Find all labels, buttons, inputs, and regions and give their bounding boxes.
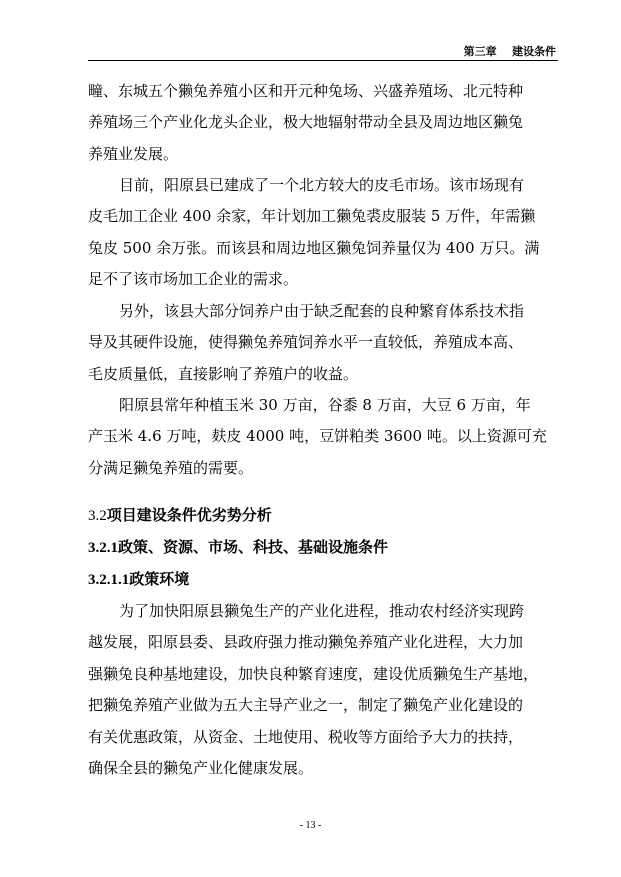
text-line: 强獭兔良种基地建设，加快良种繁育速度，建设优质獭兔生产基地， [88, 664, 539, 683]
text-line: 为了加快阳原县獭兔生产的产业化进程，推动农村经济实现跨 [119, 602, 525, 620]
heading-3-2 [88, 504, 272, 525]
heading-number: 3.2 [88, 508, 107, 524]
paragraph-policy [88, 596, 558, 784]
paragraph-breeding [88, 296, 558, 390]
page-header [88, 40, 558, 61]
text-line: 养殖业发展。 [88, 144, 179, 163]
paragraph-resources [88, 390, 558, 484]
text-line: 导及其硬件设施，使得獭兔养殖饲养水平一直较低，养殖成本高、 [88, 333, 524, 352]
heading-text: 政策环境 [129, 570, 190, 588]
heading-text: 政策、资源、市场、科技、基础设施条件 [118, 538, 389, 556]
text-line: 疃、东城五个獭兔养殖小区和开元种兔场、兴盛养殖场、北元特种 [88, 82, 524, 100]
page-number: - 13 - [299, 820, 322, 831]
text-line: 把獭兔养殖产业做为五大主导产业之一，制定了獭兔产业化建设的 [88, 696, 524, 715]
paragraph-continuation [88, 76, 558, 170]
heading-text: 项目建设条件优劣势分析 [106, 506, 272, 524]
text-line: 毛皮质量低，直接影响了养殖户的收益。 [88, 364, 359, 383]
text-line: 皮毛加工企业 400 余家，年计划加工獭兔裘皮服装 5 万件，年需獭 [88, 207, 536, 226]
text-line: 足不了该市场加工企业的需求。 [88, 270, 299, 289]
text-line: 兔皮 500 余万张。而该县和周边地区獭兔饲养量仅为 400 万只。满 [88, 238, 540, 257]
text-line: 确保全县的獭兔产业化健康发展。 [88, 759, 314, 778]
header-chapter: 第三章 [463, 45, 497, 58]
text-line: 分满足獭兔养殖的需要。 [88, 458, 254, 477]
heading-3-2-1 [88, 536, 388, 557]
text-line: 目前，阳原县已建成了一个北方较大的皮毛市场。该市场现有 [119, 176, 525, 194]
text-line: 养殖场三个产业化龙头企业，极大地辐射带动全县及周边地区獭兔 [88, 113, 524, 132]
header-title: 建设条件 [512, 45, 556, 58]
text-line: 越发展，阳原县委、县政府强力推动獭兔养殖产业化进程，大力加 [88, 633, 524, 652]
paragraph-market [88, 170, 558, 296]
text-line: 有关优惠政策，从资金、土地使用、税收等方面给予大力的扶持， [88, 727, 524, 746]
text-line: 产玉米 4.6 万吨，麸皮 4000 吨，豆饼粕类 3600 吨。以上资源可充 [88, 427, 547, 446]
heading-number: 3.2.1 [88, 540, 118, 556]
text-line: 阳原县常年种植玉米 30 万亩，谷黍 8 万亩，大豆 6 万亩，年 [119, 396, 531, 414]
header-text [464, 43, 556, 59]
heading-3-2-1-1 [88, 568, 189, 589]
heading-number: 3.2.1.1 [88, 572, 130, 588]
text-line: 另外，该县大部分饲养户由于缺乏配套的良种繁育体系技术指 [119, 302, 525, 320]
